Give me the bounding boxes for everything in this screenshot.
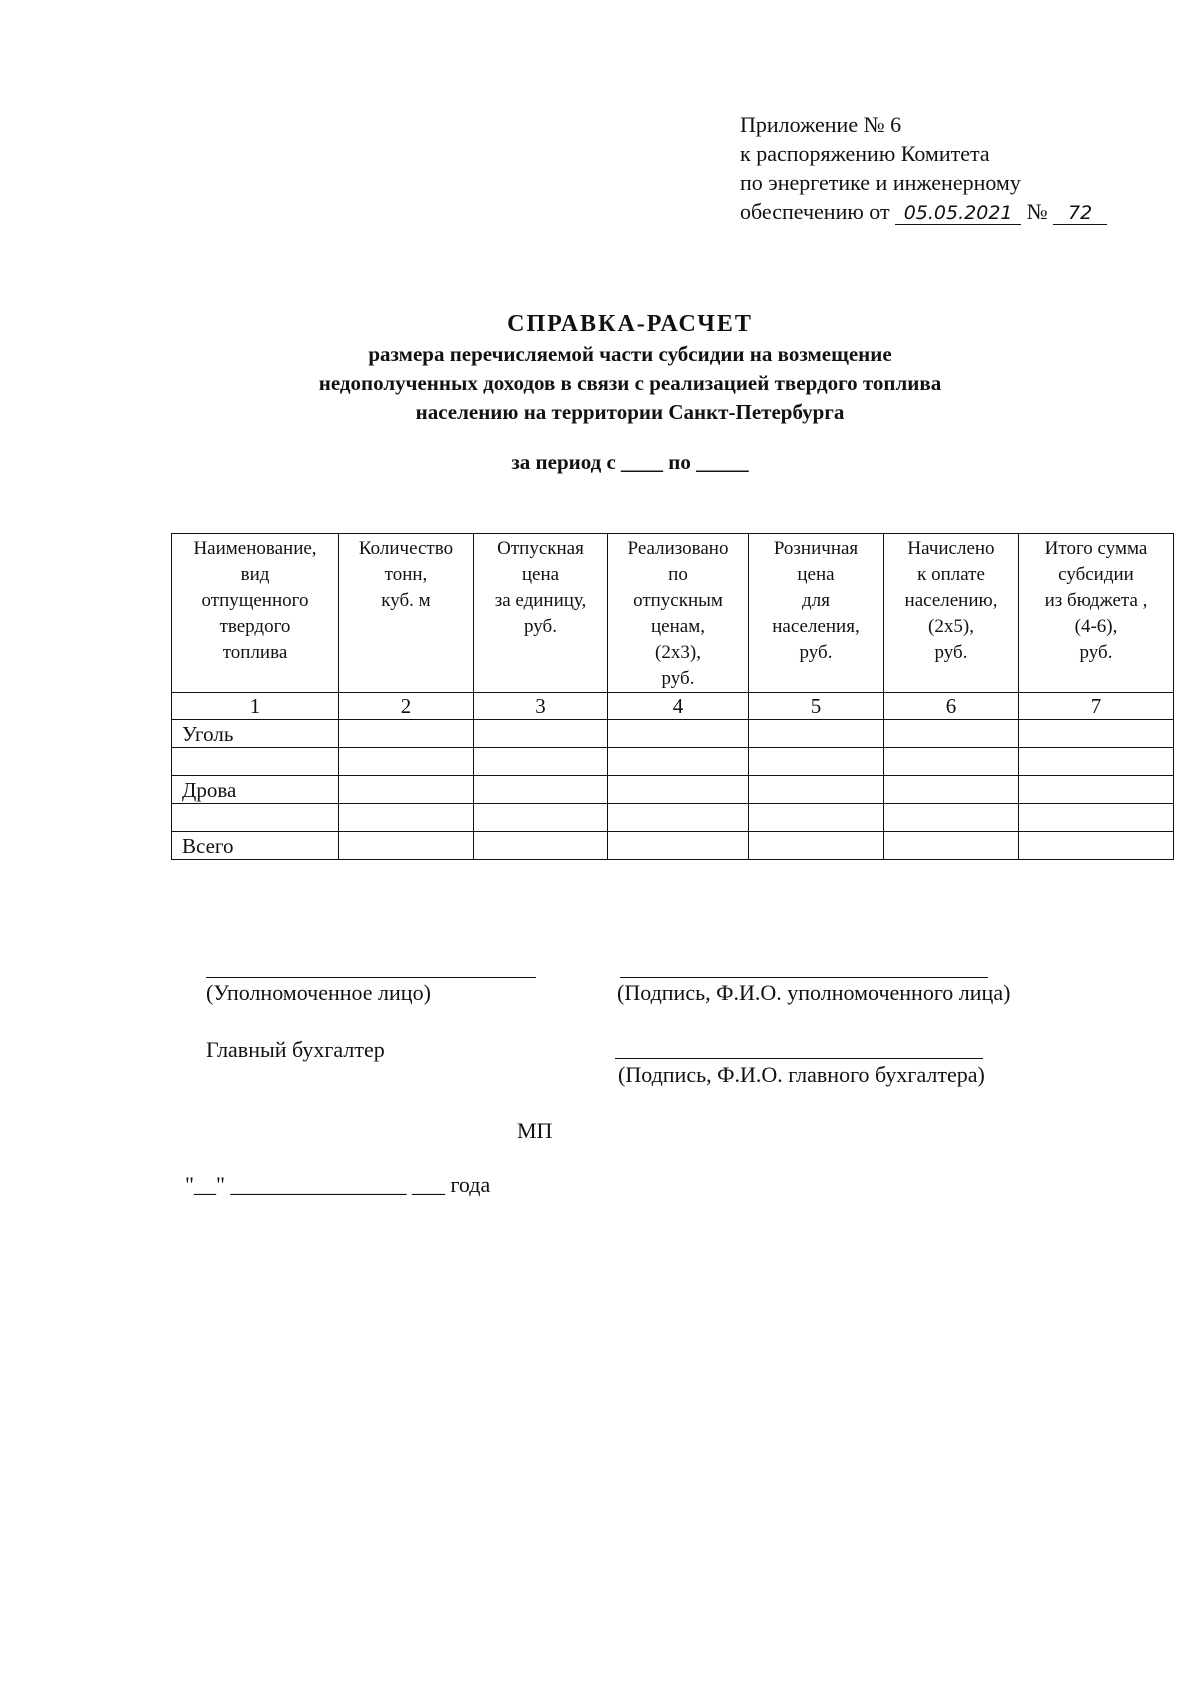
period-line: за период с ____ по _____ xyxy=(511,450,749,474)
table-cell xyxy=(884,804,1019,832)
column-header-line: (2х3), xyxy=(655,642,701,663)
column-header-line: ценам, xyxy=(651,616,705,637)
authorized-person-label: (Уполномоченное лицо) xyxy=(206,980,431,1005)
column-header-line: руб. xyxy=(1079,642,1113,663)
column-header-line: тонн, xyxy=(384,564,428,585)
table-row xyxy=(172,720,1174,748)
calculation-table xyxy=(171,533,1174,860)
table-body xyxy=(172,720,1174,860)
table-cell xyxy=(608,832,749,860)
table-cell xyxy=(749,804,884,832)
column-number-3: 3 xyxy=(474,693,608,720)
appendix-line-1: Приложение № 6 xyxy=(740,112,902,137)
table-header-row xyxy=(172,534,1174,693)
column-header-line: отпускным xyxy=(633,590,723,611)
row-label: Всего xyxy=(172,832,339,860)
column-header-line: вид xyxy=(240,564,270,585)
authorized-person-line xyxy=(206,977,536,978)
column-number-7: 7 xyxy=(1019,693,1174,720)
document-title-block xyxy=(240,308,1020,427)
column-header-line: Розничная xyxy=(773,538,859,559)
column-header-line: Количество xyxy=(358,538,454,559)
column-header-6 xyxy=(884,534,1019,693)
table-cell xyxy=(474,832,608,860)
handwritten-number: 72 xyxy=(1053,202,1107,225)
column-header-line: населения, xyxy=(772,616,860,637)
table-cell xyxy=(339,748,474,776)
column-header-line: куб. м xyxy=(381,590,431,611)
column-number-4: 4 xyxy=(608,693,749,720)
column-header-line: Наименование, xyxy=(193,538,317,559)
appendix-header xyxy=(740,110,1107,226)
table-cell xyxy=(474,720,608,748)
table-cell xyxy=(884,776,1019,804)
column-header-line: (4-6), xyxy=(1074,616,1118,637)
column-header-line: населению, xyxy=(904,590,998,611)
column-header-line: Итого сумма xyxy=(1044,538,1148,559)
column-header-line: твердого xyxy=(219,616,291,637)
column-number-2: 2 xyxy=(339,693,474,720)
table-cell xyxy=(474,776,608,804)
table-row xyxy=(172,748,1174,776)
signature-date-line: "__" ________________ ___ года xyxy=(185,1172,491,1197)
column-header-line: руб. xyxy=(661,668,695,689)
table-cell xyxy=(608,776,749,804)
column-header-line: руб. xyxy=(524,616,557,637)
table-row xyxy=(172,832,1174,860)
column-header-line: к оплате xyxy=(917,564,985,585)
document-title: СПРАВКА-РАСЧЕТ xyxy=(507,311,753,337)
number-sign: № xyxy=(1026,199,1048,224)
column-number-6: 6 xyxy=(884,693,1019,720)
table-cell xyxy=(474,748,608,776)
table-cell xyxy=(339,832,474,860)
row-label: Уголь xyxy=(172,720,339,748)
document-subtitle-line-2: недополученных доходов в связи с реализацией твердого топлива xyxy=(318,371,942,395)
table-cell xyxy=(884,832,1019,860)
table-cell xyxy=(474,804,608,832)
column-header-7 xyxy=(1019,534,1174,693)
table-cell xyxy=(1019,748,1174,776)
table-row xyxy=(172,776,1174,804)
column-header-line: для xyxy=(802,590,830,611)
table-cell xyxy=(608,720,749,748)
column-header-line: руб. xyxy=(934,642,968,663)
column-header-line: по xyxy=(668,564,688,585)
table-cell xyxy=(339,720,474,748)
row-label xyxy=(172,804,339,832)
table-cell xyxy=(608,748,749,776)
table-cell xyxy=(1019,804,1174,832)
table-cell xyxy=(1019,720,1174,748)
column-numbers-row xyxy=(172,693,1174,720)
table-row xyxy=(172,804,1174,832)
table-cell xyxy=(749,832,884,860)
column-header-4 xyxy=(608,534,749,693)
column-header-line: отпущенного xyxy=(201,590,309,611)
authorized-signature-label: (Подпись, Ф.И.О. уполномоченного лица) xyxy=(617,980,1011,1005)
table-cell xyxy=(749,748,884,776)
column-header-line: топлива xyxy=(222,642,288,663)
appendix-line-2: к распоряжению Комитета xyxy=(740,141,990,166)
column-header-line: из бюджета , xyxy=(1044,590,1148,611)
appendix-line-3: по энергетике и инженерному xyxy=(740,170,1021,195)
table-cell xyxy=(884,748,1019,776)
chief-signature-line xyxy=(615,1058,983,1059)
table-cell xyxy=(608,804,749,832)
column-header-line: субсидии xyxy=(1058,564,1134,585)
row-label: Дрова xyxy=(172,776,339,804)
document-subtitle-line-3: населению на территории Санкт-Петербурга xyxy=(415,400,845,424)
chief-accountant-label: Главный бухгалтер xyxy=(206,1037,385,1062)
column-header-2 xyxy=(339,534,474,693)
row-label xyxy=(172,748,339,776)
stamp-placeholder: МП xyxy=(517,1118,553,1143)
table-cell xyxy=(884,720,1019,748)
table-cell xyxy=(1019,832,1174,860)
column-header-line: (2х5), xyxy=(928,616,974,637)
column-header-line: Начислено xyxy=(907,538,995,559)
table-cell xyxy=(749,720,884,748)
column-header-line: за единицу, xyxy=(494,590,587,611)
table-column-numbers xyxy=(172,693,1174,720)
column-header-line: руб. xyxy=(799,642,833,663)
table-cell xyxy=(1019,776,1174,804)
appendix-line-4 xyxy=(740,197,1107,226)
authorized-signature-line xyxy=(620,977,988,978)
column-header-line: Реализовано xyxy=(627,538,729,559)
appendix-line-4-prefix: обеспечению от xyxy=(740,199,890,224)
table-header xyxy=(172,534,1174,693)
chief-signature-label: (Подпись, Ф.И.О. главного бухгалтера) xyxy=(618,1062,985,1087)
column-header-line: цена xyxy=(797,564,835,585)
table-cell xyxy=(339,804,474,832)
table-cell xyxy=(339,776,474,804)
column-header-3 xyxy=(474,534,608,693)
column-header-line: цена xyxy=(521,564,560,585)
column-header-5 xyxy=(749,534,884,693)
column-header-1 xyxy=(172,534,339,693)
table-cell xyxy=(749,776,884,804)
handwritten-date: 05.05.2021 xyxy=(895,202,1021,225)
column-number-1: 1 xyxy=(172,693,339,720)
column-header-line: Отпускная xyxy=(497,538,584,559)
column-number-5: 5 xyxy=(749,693,884,720)
document-subtitle-line-1: размера перечисляемой части субсидии на возмещение xyxy=(368,342,892,366)
